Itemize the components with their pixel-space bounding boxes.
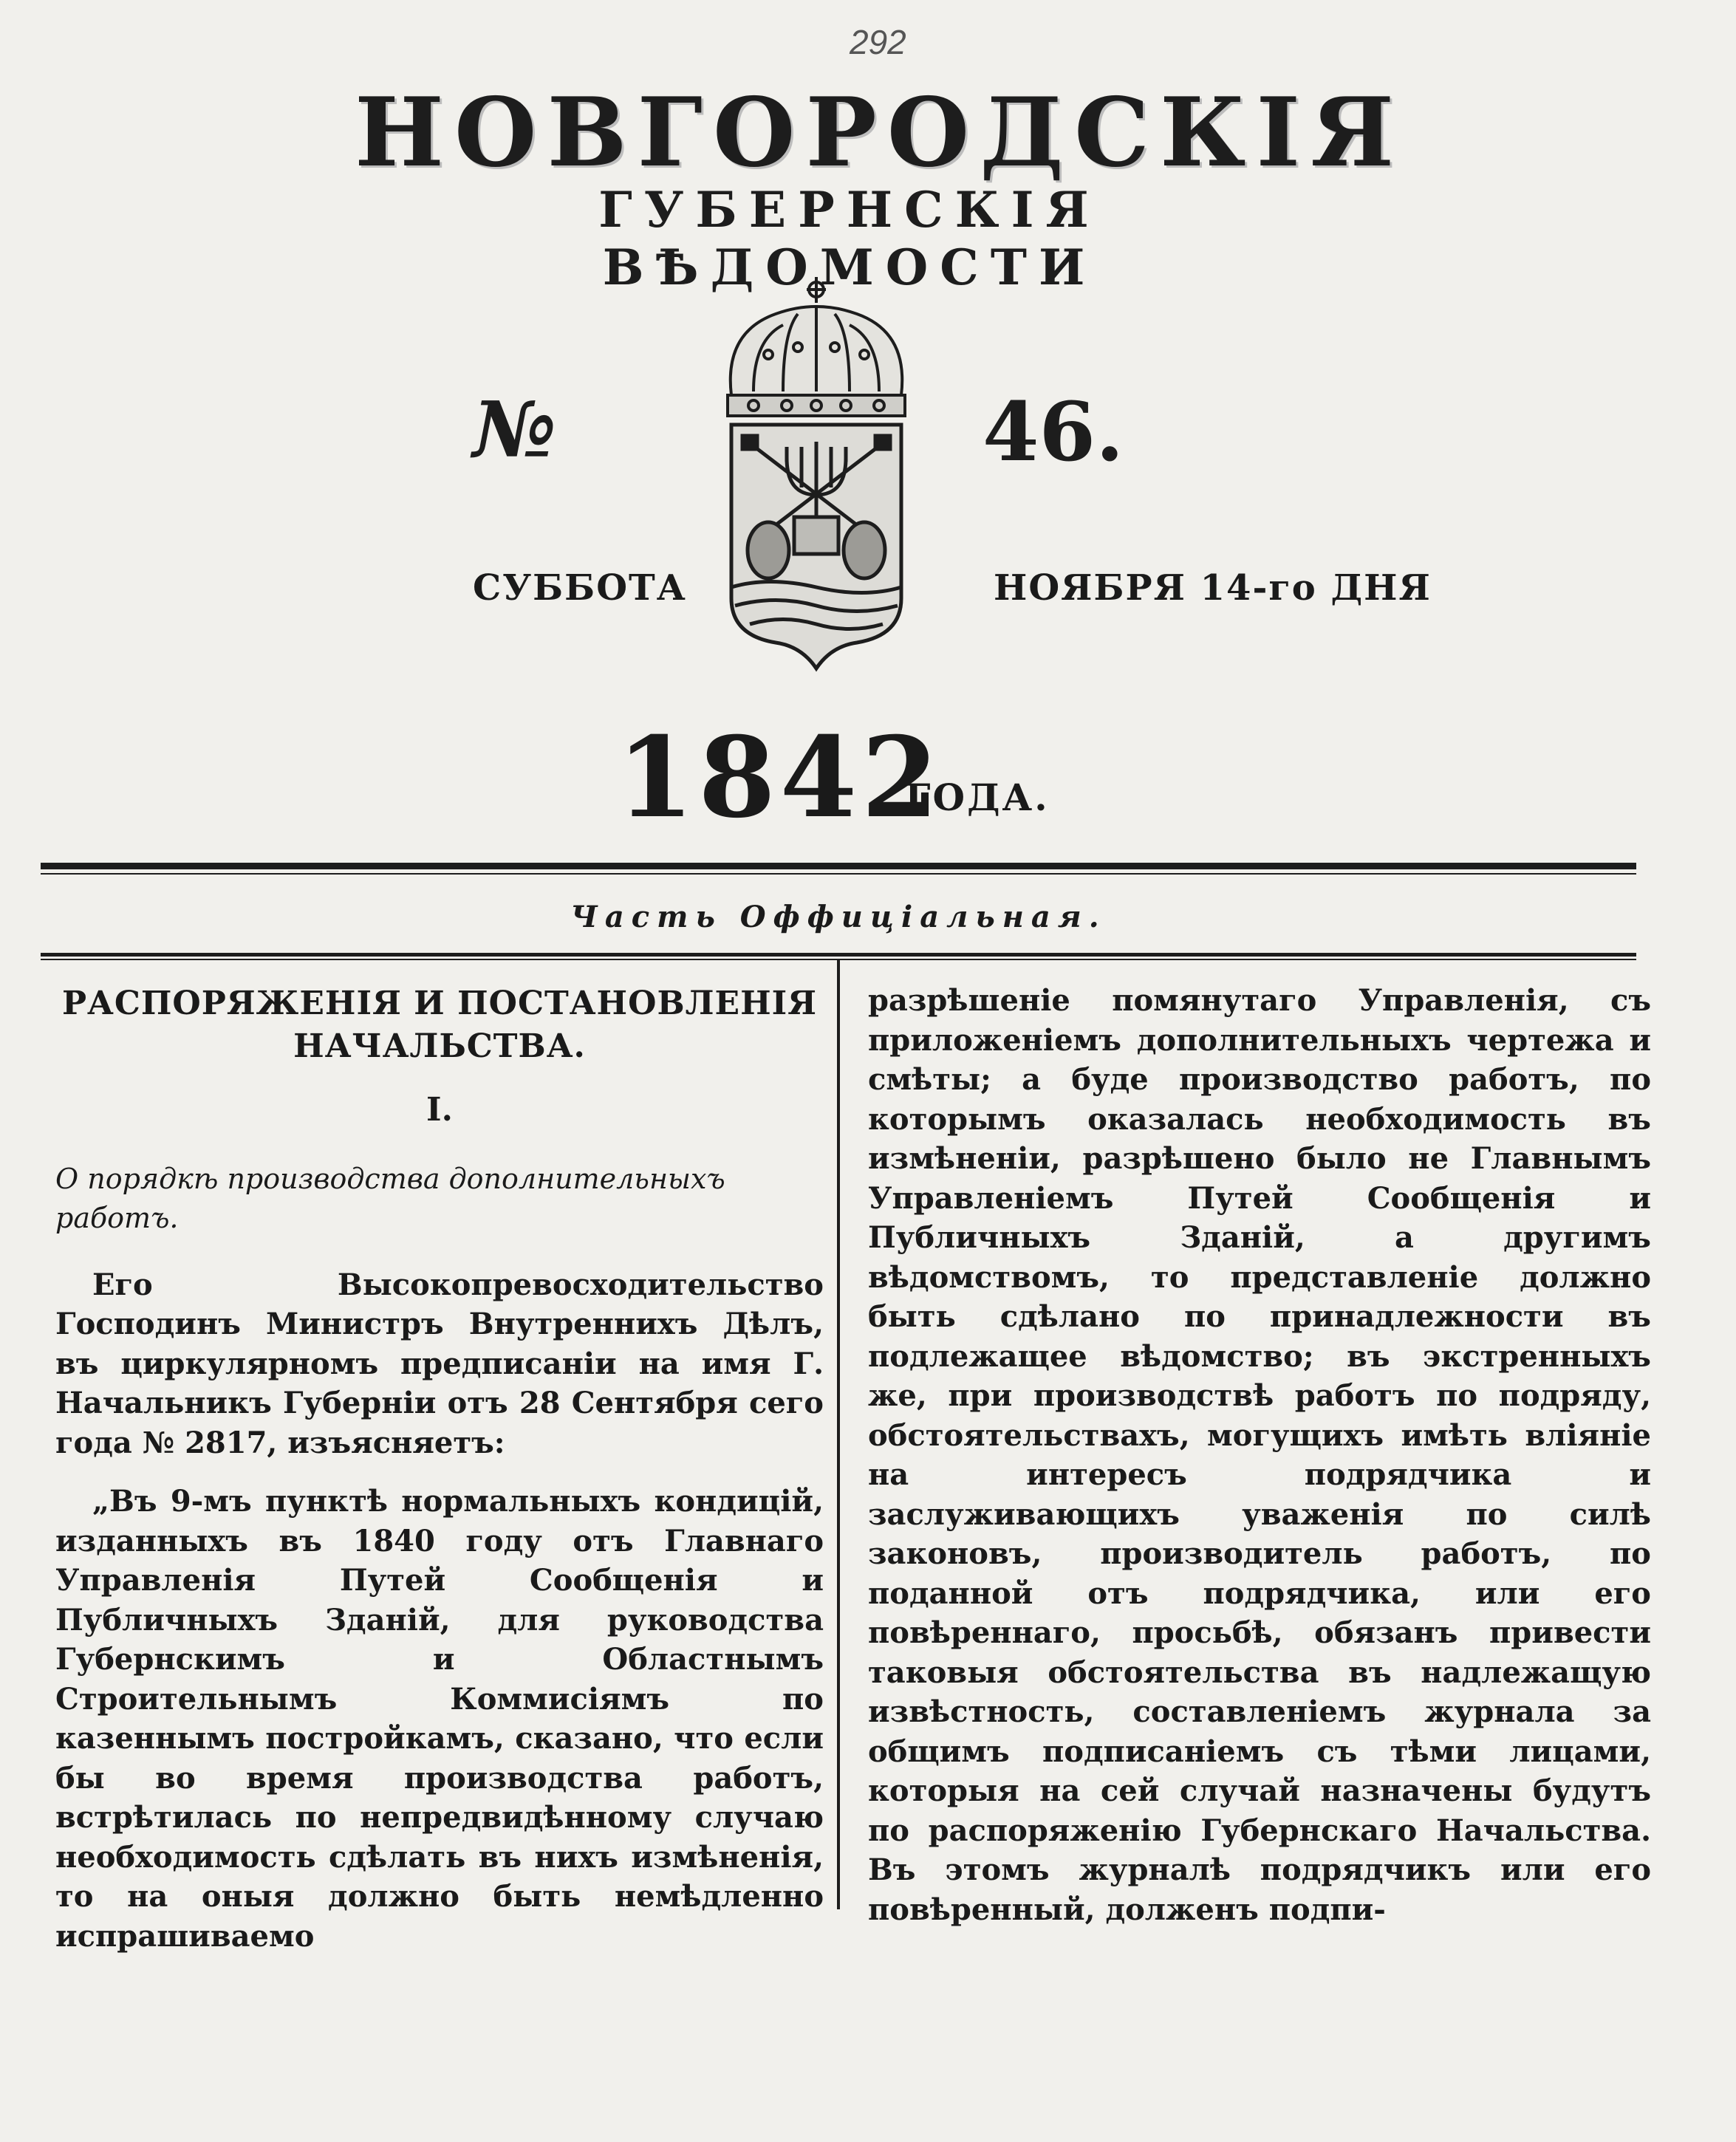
left-column [55,982,824,1956]
masthead-rule-thick [41,863,1636,869]
article-heading: РАСПОРЯЖЕНІЯ И ПОСТАНОВЛЕНІЯ НАЧАЛЬСТВА. [61,985,818,1065]
issue-number: 46. [983,384,1124,479]
issue-number-sign: № [473,384,557,475]
article-item-title: О порядкѣ производства дополнительныхъ работъ. [55,1162,725,1234]
crown-icon [728,277,905,416]
section-rule-thick [41,953,1636,957]
coat-of-arms-icon [709,273,923,672]
column-divider [837,960,840,1909]
shield-icon [731,425,901,668]
weekday: СУББОТА [473,567,687,609]
article-paragraph: разрѣшеніе помянутаго Управленія, съ приложеніемъ дополнительныхъ чертежа и смѣты; а буде производство работъ, по которымъ оказалась необходимость въ измѣненіи, разрѣшено было не Главнымъ Управленіемъ Путей Сообщенія и Публичныхъ Зданій, а другимъ вѣдомствомъ, то представленіе должно быть сдѣлано по принадлежности въ подлежащее вѣдомство; въ экстренныхъ же, при производствѣ работъ по подряду, обстоятельствахъ, могущихъ имѣть вліяніе на интересъ подрядчика и заслуживающихъ уваженія по силѣ законовъ, производитель работъ, по поданной отъ подрядчика, или его повѣреннаго, просьбѣ, обязанъ привести таковыя обстоятельства въ надлежащую извѣстность, составленіемъ журнала за общимъ подписаніемъ съ тѣми лицами, которыя на сей случай назначены будутъ по распоряженію Губернскаго Начальства. Въ этомъ журналѣ подрядчикъ или его повѣренный, долженъ подпи- [868,983,1651,1927]
year-label: ГОДА. [905,776,1050,819]
masthead-title: НОВГОРОДСКІЯ [355,78,1405,188]
masthead-rule-thin [41,873,1636,875]
issue-date: НОЯБРЯ 14-го ДНЯ [994,567,1432,609]
article-paragraph: Его Высокопревосходительство Господинъ Министръ Внутреннихъ Дѣлъ, въ циркулярномъ предписаніи на имя Г. Начальникъ Губерніи отъ 28 Сентября сего года № 2817, изъясняетъ: [55,1267,824,1460]
issue-year: 1842 [617,713,943,843]
archive-number: 292 [850,23,906,61]
right-column [868,981,1651,1929]
article-paragraph: „Въ 9-мъ пунктѣ нормальныхъ кондицій, изданныхъ въ 1840 году отъ Главнаго Управленія Путей Сообщенія и Публичныхъ Зданій, для руководства Губернскимъ и Областнымъ Строительнымъ Коммисіямъ по казеннымъ постройкамъ, сказано, что если бы во время производства работъ, встрѣтилась по непредвидѣнному случаю необходимость сдѣлать въ нихъ измѣненія, то на оныя должно быть немѣдленно испрашиваемо [55,1484,824,1954]
article-section-number: I. [426,1091,453,1129]
masthead-subtitle: ГУБЕРНСКІЯ ВѢДОМОСТИ [598,181,1101,296]
section-title: Часть Оффиціальная. [570,900,1107,934]
